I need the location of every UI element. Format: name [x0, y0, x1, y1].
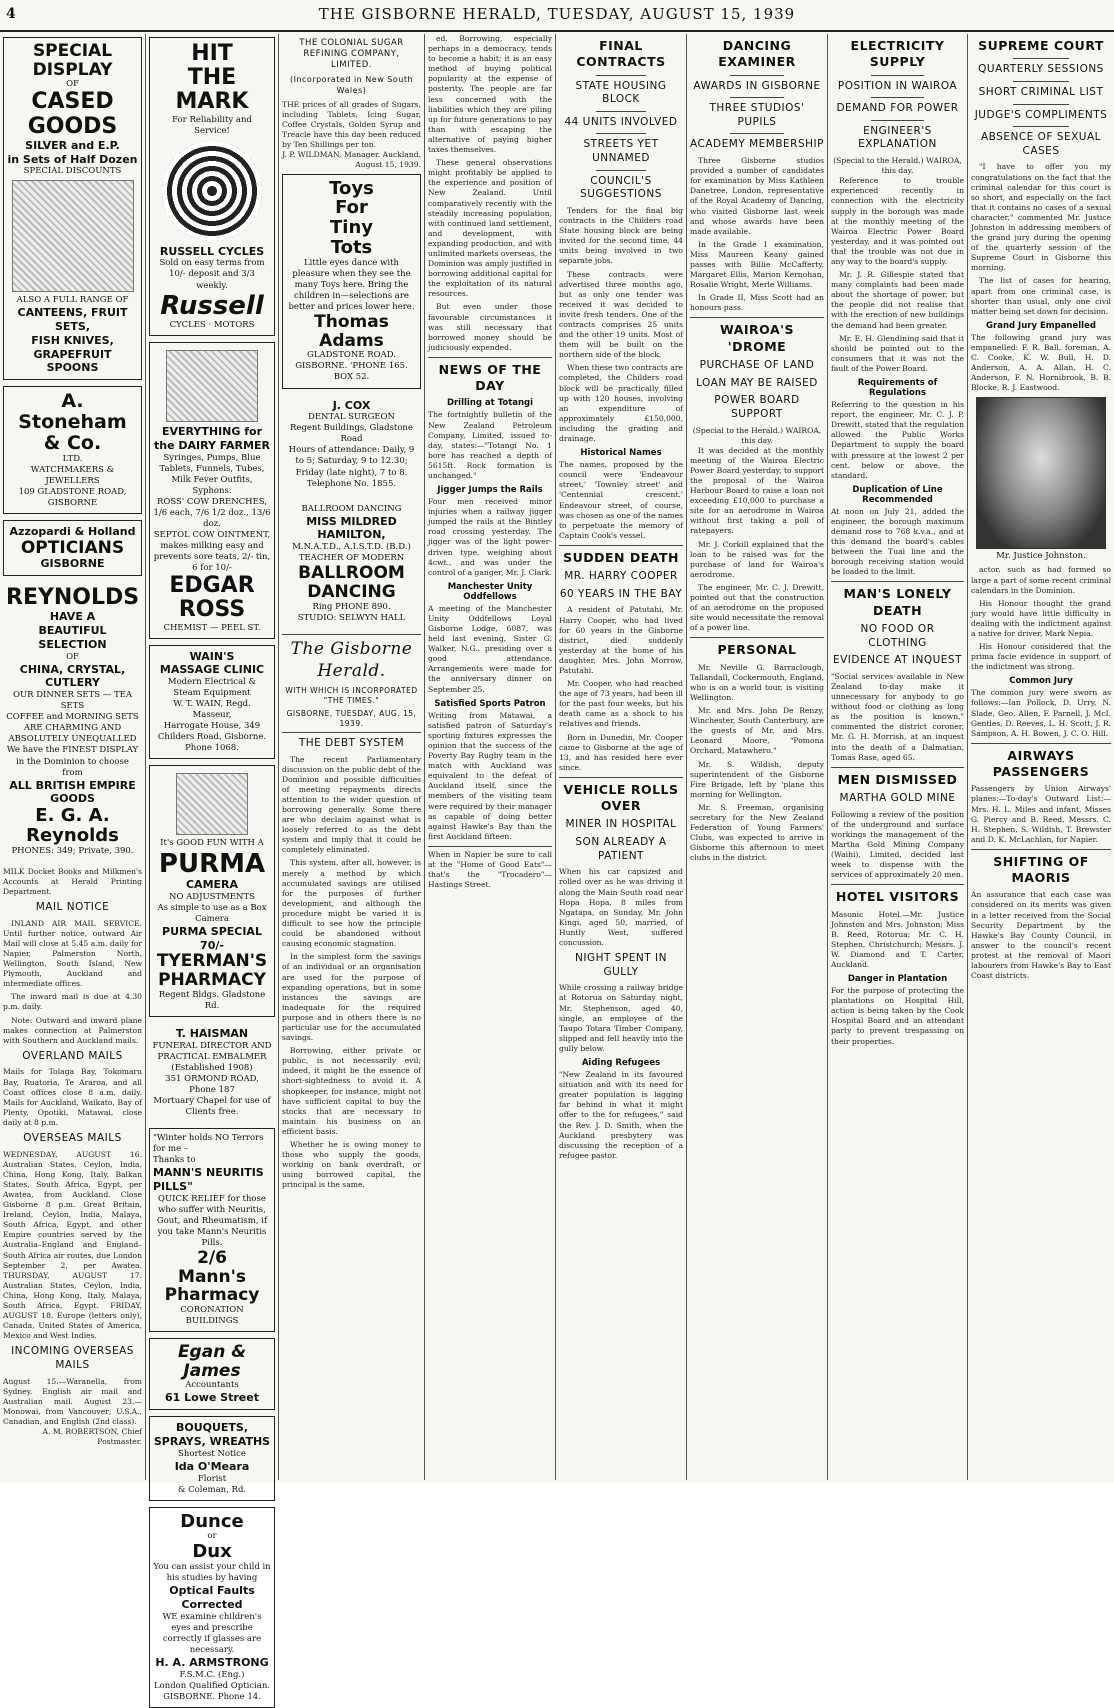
- ad-headline: BALLROOM DANCING: [298, 563, 405, 602]
- paragraph: While crossing a railway bridge at Rotorua on Saturday night, Mr. Stephenson, aged 40, single, an employee of the Taupo Totara Timber Company, slipped and fell heavily into the gully below.: [559, 983, 683, 1053]
- paragraph: A resident of Patutahi, Mr. Harry Cooper, who had lived for 60 years in the Gisborne district, died suddenly yesterday at the home of his daughter, Mrs. John Morrow, Patutahi.: [559, 605, 683, 675]
- ballroom-ad: [282, 500, 421, 628]
- ad-text: OF: [66, 651, 79, 662]
- children-illustration: [176, 773, 248, 835]
- paragraph: INLAND AIR MAIL SERVICE. Until further notice, outward Air Mail will close at 5.45 a.m. daily for Napier, Palmerston North, Wellington, South Island, New Plymouth, Auckland and intermediate offices.: [3, 918, 142, 989]
- paragraph: The inward mail is due at 4.30 p.m. daily.: [3, 992, 142, 1012]
- ad-text: Hours of attendance: Daily, 9 to 5; Saturday, 9 to 12.30; Friday (late night), 7 to 8. Telephone No. 1855.: [288, 445, 415, 489]
- cased-goods-ad: [3, 37, 142, 380]
- editorial-continued: [428, 34, 552, 353]
- wain-massage-ad: [149, 645, 275, 760]
- article-deck: DEMAND FOR POWER: [836, 102, 959, 115]
- paragraph: Mr. and Mrs. John De Renzy, Winchester, South Canterbury, are the guests of Mr. and Mrs. Leonard Moore, "Pomona Orchard, Matawhero.": [690, 706, 824, 756]
- ad-text: or: [207, 1531, 217, 1542]
- article-headline: MEN DISMISSED: [831, 767, 964, 788]
- divider: [871, 75, 924, 76]
- article-deck: THREE STUDIOS' PUPILS: [709, 102, 805, 128]
- divider: [730, 133, 784, 134]
- ad-text: GLADSTONE ROAD. GISBORNE. 'PHONE 165. BOX 52.: [295, 350, 408, 383]
- paragraph: Three Gisborne studios provided a number of candidates for examination by Miss Kathleen Danetree, London, representative of the Royal Academy of Dancing, who visited Gisborne last week and whose awards have been made available.: [690, 156, 824, 236]
- ad-text: GISBORNE. Phone 14.: [163, 1691, 261, 1702]
- ad-headline: For: [335, 197, 368, 219]
- stoneham-ad: [3, 386, 142, 514]
- ad-text: Mortuary Chapel for use of Clients free.: [153, 1095, 271, 1117]
- divider: [1013, 58, 1069, 59]
- news-subheading: Jigger Jumps the Rails: [437, 485, 543, 496]
- manns-pills-ad: [149, 1128, 275, 1332]
- article-deck: QUARTERLY SESSIONS: [978, 63, 1104, 76]
- ad-text: Shortest Notice: [178, 1448, 246, 1459]
- paragraph: An assurance that each case was considered on its merits was given in a letter received from the Social Security Department by the Hawke's Bay County Council, in answer to the council's recent protest at the removal of Maori labourers from Hawke's Bay to East Coast districts.: [971, 890, 1111, 981]
- article-text: [559, 605, 683, 773]
- edgar-ross-ad: [149, 342, 275, 638]
- paragraph: Mr. S. Freeman, organising secretary for the New Zealand Federation of Young Farmers' Clubs, was expected to arrive in Gisborne this afternoon to meet clubs in the district.: [690, 802, 824, 863]
- paragraph: When his car capsized and rolled over as he was driving it along the Main South road near Hopa Hopa, 8 miles from Ngatapa, on Sunday, Mr. John Kingi, aged 50, married, of Huntly West, suffered concussion.: [559, 867, 683, 947]
- ad-text: SILVER and E.P.: [25, 138, 120, 152]
- divider: [596, 170, 646, 171]
- sugar-notice-heading: THE COLONIAL SUGAR REFINING COMPANY, LIMITED.: [299, 38, 404, 71]
- article-text: [831, 176, 964, 374]
- ad-text: FISH KNIVES,: [31, 333, 114, 347]
- news-subheading: Manchester Unity Oddfellows: [447, 581, 533, 602]
- ad-headline: OPTICIANS: [20, 537, 125, 558]
- mail-notice-text: [3, 919, 142, 1046]
- ad-headline: MANN'S NEURITIS PILLS": [153, 1166, 264, 1193]
- egan-james-ad: [149, 1338, 275, 1410]
- article-subheading: Historical Names: [580, 448, 662, 459]
- paragraph: Mr. Cooper, who had reached the age of 73 years, had been ill for the past four weeks, but his death came as a shock to his relatives and friends.: [559, 679, 683, 729]
- divider: [730, 75, 784, 76]
- column-7: [828, 34, 967, 1480]
- column-4: [425, 34, 555, 1480]
- article-headline: ELECTRICITY SUPPLY: [850, 38, 945, 70]
- paragraph: Passengers by Union Airways' planes:—To-day's Outward List:—Mrs. H. L. Miles and infant, Misses G. Piercy and B. Reed, Messrs. C. H. Stephen, S. Wildish, T. Brewster and D. K. McLachlan, for Napier.: [971, 784, 1111, 844]
- column-6: [687, 34, 827, 1480]
- paragraph: WEDNESDAY, AUGUST 16. Australian States, Ceylon, India, China, Hong Kong, Italy, Balkan States, South Africa, Egypt, per Awatea, from Auckland. Close Gisborne 8 p.m. Great Britain, Ireland, Ceylon, India, Malaya, South Africa, Egypt, and other Empire countries served by the Australia–England and England–South Africa air routes, due London September 2, per Awatea. THURSDAY, AUGUST 17. Australian States, Ceylon, India, China, Hong Kong, Italy, Malaya, South Africa, Egypt. FRIDAY, AUGUST 18. Europe (letters only), Canada, United States of America, Mexico and West Indies.: [3, 1149, 142, 1341]
- ad-text: 61 Lowe Street: [165, 1391, 259, 1405]
- ad-text: CANTEENS, FRUIT SETS,: [17, 306, 128, 334]
- article-deck: ENGINEER'S EXPLANATION: [858, 124, 937, 151]
- article-deck: SON ALREADY A PATIENT: [575, 836, 667, 862]
- incoming-heading: INCOMING OVERSEAS MAILS: [11, 1345, 134, 1372]
- personal-heading: PERSONAL: [690, 637, 824, 658]
- ad-text: CHEMIST — PEEL ST.: [163, 622, 261, 633]
- article-deck: MR. HARRY COOPER: [564, 570, 678, 583]
- dateline: (Special to the Herald.) WAIROA, this day.: [833, 156, 962, 176]
- ad-text: STUDIO: SELWYN HALL: [297, 612, 406, 623]
- news-of-the-day-heading: NEWS OF THE DAY: [428, 357, 552, 395]
- ad-price: 2/6: [197, 1247, 227, 1268]
- ad-text: OF: [66, 79, 79, 90]
- ad-text: 109 GLADSTONE ROAD, GISBORNE: [18, 486, 127, 508]
- ad-headline: Tiny: [330, 217, 373, 239]
- paragraph: Borrowing, either private or public, is not necessarily evil; indeed, it might be the essence of short-sightedness to avoid it. A shopkeeper, for instance, might not have sufficient capital to buy the stocks that are necessary to maintain his business on an efficient basis.: [282, 1046, 421, 1136]
- ad-text: Little eyes dance with pleasure when they see the many Toys here. Bring the children in—selections are better and prices lower here.: [288, 257, 415, 312]
- paragraph: The names, proposed by the council were 'Endeavour street,' 'Townley street' and 'Centennial crescent.' Endeavour street, of course, was chosen as one of the names to perpetuate the memory of Captain Cook's vessel.: [559, 460, 683, 540]
- paragraph: Writing from Matawai, a satisfied patron of Saturday's sporting fixtures expresses the opinion that the success of the Poverty Bay Rugby team in the match with Auckland was equivalent to the defeat of Auckland itself, since the members of the visiting team were required by their manager as capable of doing better against Hawke's Bay than the first Auckland fifteen.: [428, 710, 552, 841]
- column-8: [968, 34, 1114, 1480]
- paragraph: Referring to the question in his report, the engineer, Mr. C. J. P. Drewitt, stated that the regulation allowed the Public Works Department to supply the board with pressure at the lowest 2 per cent. below or above, the standard.: [831, 400, 964, 480]
- paragraph: Following a review of the position of the underground and surface workings the management of the Martha Gold Mining Company (Waihi), Limited, decided last week to dispense with the services of approximately 20 men.: [831, 809, 964, 880]
- paragraph: Note: Outward and inward plane makes connection at Palmerston with Southern and Auckland mails.: [3, 1015, 142, 1045]
- article-headline: WAIROA'S 'DROME: [690, 317, 824, 355]
- ad-text: You can assist your child in his studies by having: [153, 1562, 271, 1584]
- article-text: [559, 206, 683, 444]
- ad-text: NO ADJUSTMENTS: [169, 891, 255, 902]
- article-text: [971, 162, 1111, 316]
- ad-text: GRAPEFRUIT SPOONS: [33, 347, 112, 375]
- article-deck: 60 YEARS IN THE BAY: [559, 587, 683, 600]
- ad-text: WATCHMAKERS & JEWELLERS: [30, 464, 115, 486]
- paragraph: But even under those favourable circumstances it was still necessary that borrowed money should be judiciously expended.: [428, 302, 552, 352]
- paragraph: "New Zealand in its favoured situation and with its need for greater population is lagging far behind in what it might offer to the for refugees," said the Rev. J. D. Smith, when the Auckland presbytery was discussing the reception of a refugee pastor.: [559, 1070, 683, 1160]
- ad-headline: H. A. ARMSTRONG: [155, 1656, 269, 1670]
- divider: [730, 97, 784, 98]
- article-headline: HOTEL VISITORS: [831, 884, 964, 905]
- ad-text: F.S.M.C. (Eng.): [179, 1669, 245, 1680]
- article-deck: EVIDENCE AT INQUEST: [832, 654, 963, 667]
- paragraph: The fortnightly bulletin of the New Zealand Petroleum Company, Limited, issued to-day, states:—"Totangi No. 1 bore has reached a depth of 5615ft. Rock formation is unchanged.": [428, 410, 552, 480]
- paragraph: Mr. J. Corkill explained that the loan to be raised was for the purchase of land for Wairoa's aerodrome.: [690, 539, 824, 579]
- paragraph: His Honour thought the grand jury would have little difficulty in dealing with the indictment against a native for driver, Mark Nepia.: [971, 598, 1111, 638]
- target-illustration: [162, 141, 262, 241]
- ad-headline: EVERYTHING for the DAIRY FARMER: [154, 425, 270, 452]
- paragraph: The following grand jury was empanelled: F. R. Ball, foreman, A. C. Cooke, K. W. Bull, H. D. Anderson, A. A. Allan, H. C. Anderson, F. N. Hornibrook, B. B. Blocke, R. J. Eastwood.: [971, 332, 1111, 393]
- ad-text: BEAUTIFUL SELECTION: [38, 624, 107, 651]
- herald-subtitle: WITH WHICH IS INCORPORATED "THE TIMES.": [285, 685, 418, 705]
- ad-text: Regent Buildings, Gladstone Road: [290, 423, 413, 445]
- ad-text: Sold on easy terms from 10/- deposit and 3/3 weekly.: [159, 258, 265, 291]
- ad-text: Modern Electrical & Steam Equipment: [167, 677, 257, 699]
- ad-headline: Egan & James: [177, 1342, 247, 1381]
- signature: A. M. ROBERTSON, Chief Postmaster.: [42, 1427, 142, 1447]
- column-5: [556, 34, 686, 1480]
- ad-text: Regent Bldgs. Gladstone Rd.: [158, 989, 266, 1011]
- ad-headline: THE: [187, 65, 237, 91]
- ad-text: 351 ORMOND ROAD, Phone 187: [165, 1073, 259, 1095]
- divider: [1013, 81, 1069, 82]
- ad-text: CHINA, CRYSTAL, CUTLERY: [19, 662, 126, 690]
- paragraph: A meeting of the Manchester Unity Oddfellows Loyal Gisborne Lodge, 6087, was held last evening, Sister G. Walker, N.G., presiding over a good attendance. Arrangements were made for the anniversary dinner on September 25.: [428, 603, 552, 694]
- paragraph: "I have to offer you my congratulations on the fact that the criminal calendar for this court is so short, and especially on the fact that it contains no cases of a sexual character," commented Mr. Justice Johnston in addressing members of the grand jury during the opening of the quarterly session of the Supreme Court in Gisborne this morning.: [971, 162, 1111, 273]
- ad-text: BALLROOM DANCING: [301, 503, 402, 514]
- ad-text: We have the FINEST DISPLAY in the Dominion to choose from: [6, 745, 139, 778]
- article-subheading: Grand Jury Empanelled: [986, 320, 1096, 331]
- paragraph: August 15.—Waranella, from Sydney. English air mail and Australian mail. August 23.—Monowai, from Vancouver; U.S.A., Canadian, and English (2nd class).: [3, 1376, 142, 1427]
- cutlery-case-illustration: [12, 180, 134, 292]
- haisman-ad: [149, 1023, 275, 1122]
- divider: [596, 133, 646, 134]
- ad-text: Harrogate House, 349 Childers Road, Gisborne. Phone 1068.: [157, 721, 267, 754]
- paragraph: Mr. E. H. Glendining said that it should be pointed out to the consumers that it was not the fault of the Power Board.: [831, 333, 964, 373]
- ad-text: Ring PHONE 890.: [312, 601, 391, 612]
- ad-text: CORONATION BUILDINGS: [180, 1304, 244, 1327]
- paragraph: The recent Parliamentary discussion on the public debt of the Dominion and possible difficulties of meeting repayments directs attention to the wider question of borrowing generally. Some there are who declaim against what is loosely referred to as the debt system and imply that it could be completely eliminated.: [282, 754, 421, 855]
- dentist-ad: [282, 395, 421, 494]
- article-headline: MAN'S LONELY DEATH: [831, 581, 964, 619]
- ad-headline: SPECIAL DISPLAY: [32, 41, 113, 80]
- article-deck: PURCHASE OF LAND: [699, 358, 815, 371]
- article-deck: AWARDS IN GISBORNE: [693, 79, 821, 92]
- divider: [1013, 126, 1069, 127]
- ad-text: OUR DINNER SETS — TEA SETS: [12, 690, 133, 712]
- editorial-heading: THE DEBT SYSTEM: [298, 736, 405, 749]
- article-headline: FINAL CONTRACTS: [576, 38, 666, 70]
- paragraph: Mr. J. R. Gillespie stated that many complaints had been made about the shortage of power, but the people did not realise that with the erection of new buildings the demand had been greater.: [831, 270, 964, 330]
- paragraph: When these two contracts are completed, the Childers road block will be practically filled up with 120 houses, involving an expenditure of approximately £150,000, including the grading and drainage.: [559, 363, 683, 444]
- paragraph: The list of cases for hearing, apart from one criminal case, is shorter than usual, only one civil matter being set down for decision.: [971, 276, 1111, 316]
- sugar-notice-text: THE prices of all grades of Sugars, including Tablets, Icing Sugar, Coffee Crystals, Golden Syrup and Treacle have this day been reduced by Ten Shillings per ton.: [282, 99, 421, 150]
- ad-text: As simple to use as a Box Camera: [157, 902, 267, 924]
- paragraph: Reference to trouble experienced recently in connection with the electricity supply in the borough was made at the monthly meeting of the Wairoa Electric Power Board yesterday, and it was pointed out that the trouble was not due in any way to the board's supply.: [831, 176, 964, 266]
- article-headline: SHIFTING OF MAORIS: [971, 849, 1111, 887]
- ad-headline: MASSAGE CLINIC: [159, 663, 265, 677]
- article-subheading: Aiding Refugees: [581, 1058, 661, 1069]
- overland-heading: OVERLAND MAILS: [22, 1049, 123, 1062]
- paragraph: Whether he is owing money to those who supply the goods, working on bank overdraft, or using borrowed capital, the principal is the same.: [282, 1140, 421, 1190]
- ad-headline: BOUQUETS, SPRAYS, WREATHS: [153, 1421, 271, 1448]
- article-deck: MARTHA GOLD MINE: [839, 791, 956, 804]
- article-text: [690, 446, 824, 634]
- ad-headline: MISS MILDRED HAMILTON,: [306, 514, 397, 542]
- mail-notice-heading: MAIL NOTICE: [35, 901, 110, 914]
- florist-ad: [149, 1416, 275, 1500]
- ad-headline: CASED GOODS: [27, 89, 118, 139]
- article-deck: STATE HOUSING BLOCK: [575, 79, 667, 106]
- ad-headline: EDGAR ROSS: [169, 573, 255, 623]
- article-deck: 44 UNITS INVOLVED: [564, 115, 678, 128]
- article-text: [690, 156, 824, 313]
- paragraph: "Social services available in New Zealand to-day make it unnecessary for anybody to go without food or clothing as long as the position is known," commented the district coroner, Mr. G. H. Morrish, at an inquest into the death of a Dalmatian, Tomas Rase, aged 65.: [831, 671, 964, 762]
- article-subheading: Duplication of Line Recommended: [852, 484, 943, 505]
- ad-text: W. T. WAIN, Regd. Masseur,: [173, 699, 251, 721]
- ad-text: LTD.: [62, 453, 83, 464]
- masthead-title: THE GISBORNE HERALD, TUESDAY, AUGUST 15, 1939: [318, 5, 796, 23]
- news-subheading: Drilling at Totangi: [446, 398, 534, 409]
- article-deck: STREETS YET UNNAMED: [583, 138, 659, 165]
- ad-text: & Coleman, Rd.: [177, 1484, 247, 1495]
- sugar-notice-subheading: (Incorporated in New South Wales): [289, 75, 414, 95]
- dateline: (Special to the Herald.) WAIROA, this day.: [692, 425, 822, 445]
- hit-the-mark-ad: [149, 37, 275, 336]
- article-subheading: Danger in Plantation: [847, 974, 948, 985]
- editorial-text: [282, 755, 421, 1191]
- divider: [871, 120, 924, 121]
- article-deck: ABSENCE OF SEXUAL CASES: [980, 131, 1101, 157]
- ad-text: ROSS' COW DRENCHES, 1/6 each, 7/6 1/2 doz., 13/6 doz.: [153, 496, 271, 529]
- ad-text: (Established 1908): [171, 1062, 253, 1073]
- ad-headline: J. COX: [332, 398, 371, 412]
- ad-text: SPECIAL DISCOUNTS: [23, 166, 122, 177]
- ad-headline: E. G. A. Reynolds: [26, 805, 119, 846]
- ad-headline: T. HAISMAN: [175, 1026, 249, 1040]
- ad-text: Accountants: [185, 1380, 239, 1391]
- azzopardi-ad: [3, 520, 142, 576]
- paragraph: Mr. Neville G. Barraclough, Tallandall, Cockermouth, England, who is on a world tour, is visiting Wellington.: [690, 662, 824, 702]
- editorial-date: GISBORNE, TUESDAY, AUG. 15, 1939.: [282, 709, 421, 733]
- ad-headline: Thomas Adams: [314, 312, 389, 351]
- paragraph: Born in Dunedin, Mr. Cooper came to Gisborne at the age of 13, and has resided here ever since.: [559, 732, 683, 772]
- ad-text: DENTAL SURGEON: [308, 412, 395, 423]
- paragraph: In the simplest form the savings of an individual or an organisation are used for the purpose of expanding operations, but in some instances the savings are inadequate for the required purpose and in others there is no particular use for the accumulated savings.: [282, 952, 421, 1043]
- article-subheading: Common Jury: [1009, 676, 1073, 687]
- ad-text: COFFEE and MORNING SETS: [6, 712, 139, 723]
- ad-headline: Mann's Pharmacy: [164, 1266, 260, 1306]
- paragraph: For the purpose of protecting the plantations on Hospital Hill, action is being taken by the Cook Hospital Board and an attendant party to prevent trespassing on their properties.: [831, 986, 964, 1046]
- ad-text: TEACHER OF MODERN: [298, 553, 405, 564]
- ad-headline: Optical Faults Corrected: [169, 1584, 255, 1612]
- ad-text: PHONES: 349; Private, 390.: [11, 845, 134, 856]
- ad-text: in Sets of Half Dozen: [7, 152, 138, 166]
- ad-text: Florist: [197, 1473, 227, 1484]
- ad-text: HAVE A: [49, 610, 96, 624]
- ad-text: Syringes, Pumps, Blue Tablets, Funnels, Tubes, Milk Fever Outfits, Syphons.: [159, 452, 265, 496]
- article-deck: POSITION IN WAIROA: [837, 79, 958, 92]
- paragraph: Four men received minor injuries when a railway jigger jumped the rails at the Bintley road crossing yesterday. The jigger was of the light power-driven type, weighing about 4cwt., and was under the control of a ganger, Mr. J. Clark.: [428, 497, 552, 577]
- justice-johnston-portrait: [976, 397, 1106, 549]
- news-subheading: Satisfied Sports Patron: [434, 698, 546, 709]
- paragraph: Mr. S. Wildish, deputy superintendent of the Gisborne Fire Brigade, left by 'plane this morning for Wellington.: [690, 759, 824, 799]
- ad-text: Thanks to: [153, 1155, 196, 1166]
- column-3: [279, 34, 424, 1480]
- article-deck: POWER BOARD SUPPORT: [714, 394, 800, 420]
- herald-nameplate: The Gisborne Herald.: [282, 634, 421, 682]
- ad-headline: Russell: [160, 290, 264, 321]
- ad-headline: Dunce: [180, 1510, 244, 1532]
- ad-text: ALSO A FULL RANGE OF: [16, 295, 129, 306]
- masthead: [0, 0, 1114, 32]
- notice: MILK Docket Books and Milkmen's Accounts at Herald Printing Department.: [3, 866, 142, 896]
- ad-text: Ida O'Meara: [174, 1459, 250, 1473]
- ad-headline: Dux: [192, 1541, 232, 1563]
- ad-text: PURMA SPECIAL 70/-: [162, 924, 262, 952]
- ad-headline: WAIN'S: [189, 649, 235, 663]
- divider: [596, 111, 646, 112]
- purma-camera-ad: [149, 765, 275, 1017]
- ad-text: SEPTOL COW OINTMENT, makes milking easy and prevents sore teats, 2/- tin, 6 for 10/-: [153, 530, 271, 574]
- ad-text: ARE CHARMING AND ABSOLUTELY UNEQUALLED: [8, 723, 137, 745]
- column-1: [0, 34, 145, 1480]
- article-deck: ACADEMY MEMBERSHIP: [690, 138, 824, 151]
- ad-headline: Azzopardi & Holland: [9, 525, 136, 539]
- ad-headline: RUSSELL CYCLES: [159, 244, 265, 258]
- paragraph: actor, such as had formed so large a part of some recent criminal calendars in the Dominion.: [971, 565, 1111, 595]
- toys-ad: [282, 174, 421, 389]
- ad-text: M.N.A.T.D., A.I.S.T.D. (B.D.): [292, 542, 411, 553]
- ad-headline: A. Stoneham & Co.: [18, 390, 127, 454]
- ad-headline: PURMA: [158, 848, 266, 879]
- ad-text: ALL BRITISH EMPIRE GOODS: [9, 778, 136, 806]
- article-text: [971, 565, 1111, 672]
- divider: [596, 75, 646, 76]
- ad-headline: HIT: [191, 41, 233, 66]
- ad-text: CYCLES · MOTORS: [169, 320, 255, 331]
- article-headline: VEHICLE ROLLS OVER: [559, 777, 683, 815]
- paragraph: Mails for Tolaga Bay, Tokomaru Bay, Ruatoria, Te Araroa, and all Coast offices close 8 a.m. daily. Mails for Auckland, Waikato, Bay of Plenty, Opotiki, Matawai, close daily at 8 p.m.: [3, 1067, 142, 1127]
- ad-text: GISBORNE: [40, 557, 105, 571]
- article-deck: SHORT CRIMINAL LIST: [978, 85, 1104, 98]
- paragraph: The common jury were sworn as follows:—Ian Pollock, D. Urry, N. Slade, Geo. Allen, F. Parnell, J. McI. Gentles, D. Reeves, L. H. Scott, J. R. Sampson, A. H. Bowen, J. C. O. Hill.: [971, 688, 1111, 738]
- reynolds-ad: [3, 582, 142, 861]
- page-number: 4: [6, 6, 16, 22]
- paragraph: It was decided at the monthly meeting of the Wairoa Electric Power Board yesterday, to support the proposal of the Wairoa Harbour Board to raise a loan not exceeding £10,000 to purchase a site for an aerodrome in Wairoa without first taking a poll of ratepayers.: [690, 445, 824, 536]
- article-deck: JUDGE'S COMPLIMENTS: [974, 108, 1108, 121]
- armstrong-optician-ad: [149, 1507, 275, 1708]
- overseas-heading: OVERSEAS MAILS: [23, 1131, 122, 1144]
- paragraph: This system, after all, however, is merely a method by which accumulated savings are utilised for the purposes of further development, and although the procedure might be varied it is difficult to see how the principle could be abandoned without causing economic stagnation.: [282, 858, 421, 949]
- article-headline: SUPREME COURT: [978, 38, 1104, 53]
- divider: [871, 97, 924, 98]
- ad-text: London Qualified Optician.: [153, 1680, 271, 1691]
- ad-headline: Toys: [329, 177, 374, 199]
- bottle-illustration: [166, 350, 258, 422]
- paragraph: ed. Borrowing, especially perhaps in a democracy, tends to become a habit; it is an easy method of buying political popularity at the expense of posterity. The people are far less concerned with the liabilities which they are piling up for future generations to pay than with escaping the alternative of paying higher taxes themselves.: [428, 34, 552, 155]
- ad-text: For Reliability and Service!: [172, 114, 252, 136]
- trocadero-notice: When in Napier be sure to call at the "Home of Good Eats"—that's the "Trocadero"—Hastings Street.: [428, 846, 552, 890]
- article-deck: LOAN MAY BE RAISED: [696, 376, 818, 389]
- ad-text: QUICK RELIEF for those who suffer with Neuritis, Gout, and Rheumatism, if you take Mann's Neuritis Pills.: [156, 1193, 268, 1248]
- paragraph: The engineer, Mr. C. J. Drewitt, pointed out that the construction of an aerodrome on the proposed site would necessitate the removal of a power line.: [690, 582, 824, 633]
- article-headline: SUDDEN DEATH: [559, 545, 683, 566]
- article-headline: AIRWAYS PASSENGERS: [971, 743, 1111, 781]
- paragraph: These contracts were advertised three months ago, but as only one tender was received it was decided to invite fresh tenders. One of the contracts comprises 25 units and the other 19 units. Most of them will be built on the northern side of the block.: [559, 269, 683, 360]
- personal-text: [690, 663, 824, 864]
- article-deck: COUNCIL'S SUGGESTIONS: [580, 174, 662, 201]
- column-2: [146, 34, 278, 1702]
- paragraph: In Grade II, Miss Scott had an honours pass.: [690, 293, 824, 313]
- article-headline: DANCING EXAMINER: [718, 38, 796, 70]
- ad-headline: REYNOLDS: [6, 585, 140, 611]
- ad-text: It's GOOD FUN WITH A: [160, 838, 264, 849]
- ad-text: "Winter holds NO Terrors for me –: [153, 1133, 264, 1155]
- ad-headline: TYERMAN'S PHARMACY: [156, 951, 268, 991]
- article-subheading: Requirements of Regulations: [857, 378, 938, 399]
- paragraph: These general observations might profitably be applied to the experience and position of New Zealand. Until comparatively recently with the steadily increasing population, with continued land settlement, and development, with expanding production, and with unlimited markets overseas, the Dominion was amply justified in borrowing additional capital for the exploitation of its natural resources.: [428, 158, 552, 299]
- article-deck: NIGHT SPENT IN GULLY: [575, 952, 667, 978]
- article-deck: NO FOOD OR CLOTHING: [860, 622, 935, 649]
- ad-headline: Tots: [330, 236, 373, 258]
- ad-text: WE examine children's eyes and prescribe correctly if glasses are necessary.: [162, 1611, 262, 1655]
- paragraph: In the Grade I examination, Miss Maureen Keany gained passes with Billie McCafferty, Margaret Ellis, Marion Kernohan, Rosalie Wright, Merle Williams.: [690, 239, 824, 290]
- ad-headline: MARK: [175, 89, 249, 115]
- photo-caption: Mr. Justice Johnston.: [996, 551, 1086, 562]
- divider: [1013, 104, 1069, 105]
- paragraph: Tenders for the final big contracts in the Childers road State housing block are being invited for the second time, 44 units being involved in two separate jobs.: [559, 205, 683, 266]
- paragraph: At noon on July 21, added the engineer, the borough maximum demand rose to 768 k.v.a., and at this demand the board's cables between the Tuai line and the borough receiving station would be loaded to the limit.: [831, 506, 964, 577]
- ad-text: FUNERAL DIRECTOR AND PRACTICAL EMBALMER: [152, 1040, 272, 1062]
- paragraph: Masonic Hotel.—Mr. Justice Johnston and Mrs. Johnston; Miss B. Reed, Rotorua; Mr. C. H. Stephen, Christchurch; Messrs. J. W. Diamond and T. Carter, Auckland.: [831, 909, 964, 969]
- sugar-notice-signature: J. P. WILDMAN, Manager. Auckland, August 15, 1939.: [282, 150, 421, 170]
- ad-text: CAMERA: [185, 878, 239, 892]
- article-deck: MINER IN HOSPITAL: [565, 818, 677, 831]
- paragraph: His Honour considered that the prima facie evidence in support of the indictment was strong.: [971, 642, 1111, 672]
